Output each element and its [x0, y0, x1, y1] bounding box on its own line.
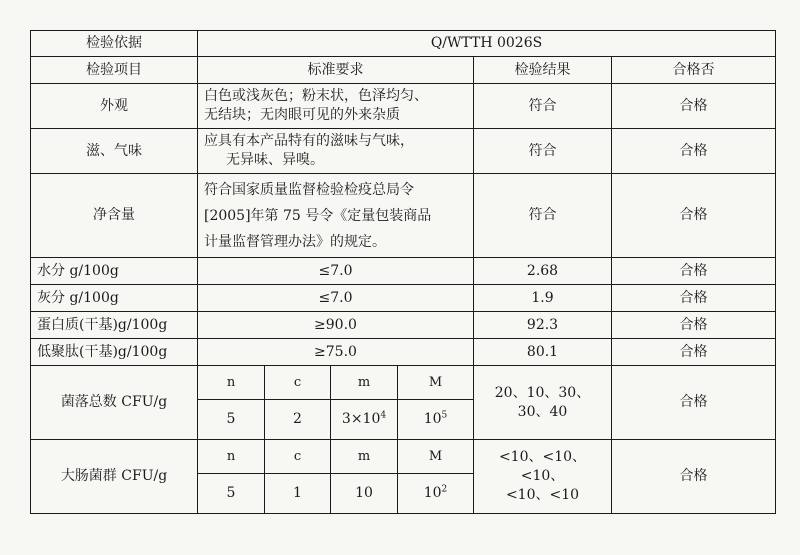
standard-cell	[198, 84, 474, 129]
table-row	[31, 312, 776, 339]
col-c-label: c	[265, 440, 331, 474]
item-cell: 灰分 g/100g	[31, 285, 198, 312]
standard-cell: ≤7.0	[198, 258, 474, 285]
standard-cell	[198, 174, 474, 258]
standard-cell: ≤7.0	[198, 285, 474, 312]
col-c-label: c	[265, 366, 331, 400]
verdict-cell: 合格	[612, 129, 776, 174]
colony-m: $3\times 10^4$	[331, 400, 398, 440]
table-row	[31, 258, 776, 285]
col-M-label: M	[398, 366, 474, 400]
col-M-label: M	[398, 440, 474, 474]
standard-line: 符合国家质量监督检验检疫总局令	[204, 181, 414, 198]
item-cell: 滋、气味	[31, 129, 198, 174]
basis-value: Q/WTTH 0026S	[198, 31, 776, 57]
header-verdict: 合格否	[612, 57, 776, 84]
header-item: 检验项目	[31, 57, 198, 84]
coliform-verdict: 合格	[612, 440, 776, 514]
coliform-M: $10^2$	[398, 474, 474, 514]
basis-row	[31, 31, 776, 57]
verdict-cell: 合格	[612, 312, 776, 339]
standard-cell: ≥90.0	[198, 312, 474, 339]
verdict-cell: 合格	[612, 174, 776, 258]
col-n-label: n	[198, 366, 265, 400]
item-cell: 水分 g/100g	[31, 258, 198, 285]
standard-line: 计量监督管理办法》的规定。	[204, 233, 386, 250]
standard-line: 无结块；无肉眼可见的外来杂质	[204, 107, 400, 123]
result-cell: 符合	[474, 174, 612, 258]
coliform-n: 5	[198, 474, 265, 514]
table-row	[31, 174, 776, 258]
table-row	[31, 285, 776, 312]
result-cell: 1.9	[474, 285, 612, 312]
verdict-cell: 合格	[612, 84, 776, 129]
table-row	[31, 339, 776, 366]
result-cell: 80.1	[474, 339, 612, 366]
coliform-m: 10	[331, 474, 398, 514]
col-n-label: n	[198, 440, 265, 474]
result-line: <10、<10、<10、	[498, 449, 587, 484]
item-cell: 外观	[31, 84, 198, 129]
standard-line: [2005]年第 75 号令《定量包装商品	[204, 207, 432, 224]
header-standard: 标准要求	[198, 57, 474, 84]
result-cell: 符合	[474, 84, 612, 129]
colony-header-row	[31, 366, 776, 400]
colony-c: 2	[265, 400, 331, 440]
colony-n: 5	[198, 400, 265, 440]
item-cell: 低聚肽(干基)g/100g	[31, 339, 198, 366]
item-cell: 蛋白质(干基)g/100g	[31, 312, 198, 339]
item-cell: 净含量	[31, 174, 198, 258]
coliform-header-row	[31, 440, 776, 474]
result-line: 30、40	[517, 403, 568, 420]
standard-cell	[198, 129, 474, 174]
standard-line: 应具有本产品特有的滋味与气味，	[204, 133, 414, 149]
verdict-cell: 合格	[612, 258, 776, 285]
col-m-label: m	[331, 366, 398, 400]
colony-M: $10^5$	[398, 400, 474, 440]
standard-line: 白色或浅灰色；粉末状，色泽均匀、	[204, 88, 428, 104]
colony-result	[474, 366, 612, 440]
result-line: 20、10、30、	[494, 384, 591, 401]
header-result: 检验结果	[474, 57, 612, 84]
col-m-label: m	[331, 440, 398, 474]
inspection-table	[30, 30, 776, 514]
header-row	[31, 57, 776, 84]
verdict-cell: 合格	[612, 339, 776, 366]
coliform-item: 大肠菌群 CFU/g	[31, 440, 198, 514]
colony-item: 菌落总数 CFU/g	[31, 366, 198, 440]
result-cell: 2.68	[474, 258, 612, 285]
standard-cell: ≥75.0	[198, 339, 474, 366]
standard-line: 无异味、异嗅。	[226, 152, 324, 168]
colony-verdict: 合格	[612, 366, 776, 440]
table-row	[31, 84, 776, 129]
basis-label: 检验依据	[31, 31, 198, 57]
result-line: <10、<10	[505, 487, 580, 503]
table-row	[31, 129, 776, 174]
verdict-cell: 合格	[612, 285, 776, 312]
coliform-result	[474, 440, 612, 514]
result-cell: 92.3	[474, 312, 612, 339]
result-cell: 符合	[474, 129, 612, 174]
coliform-c: 1	[265, 474, 331, 514]
